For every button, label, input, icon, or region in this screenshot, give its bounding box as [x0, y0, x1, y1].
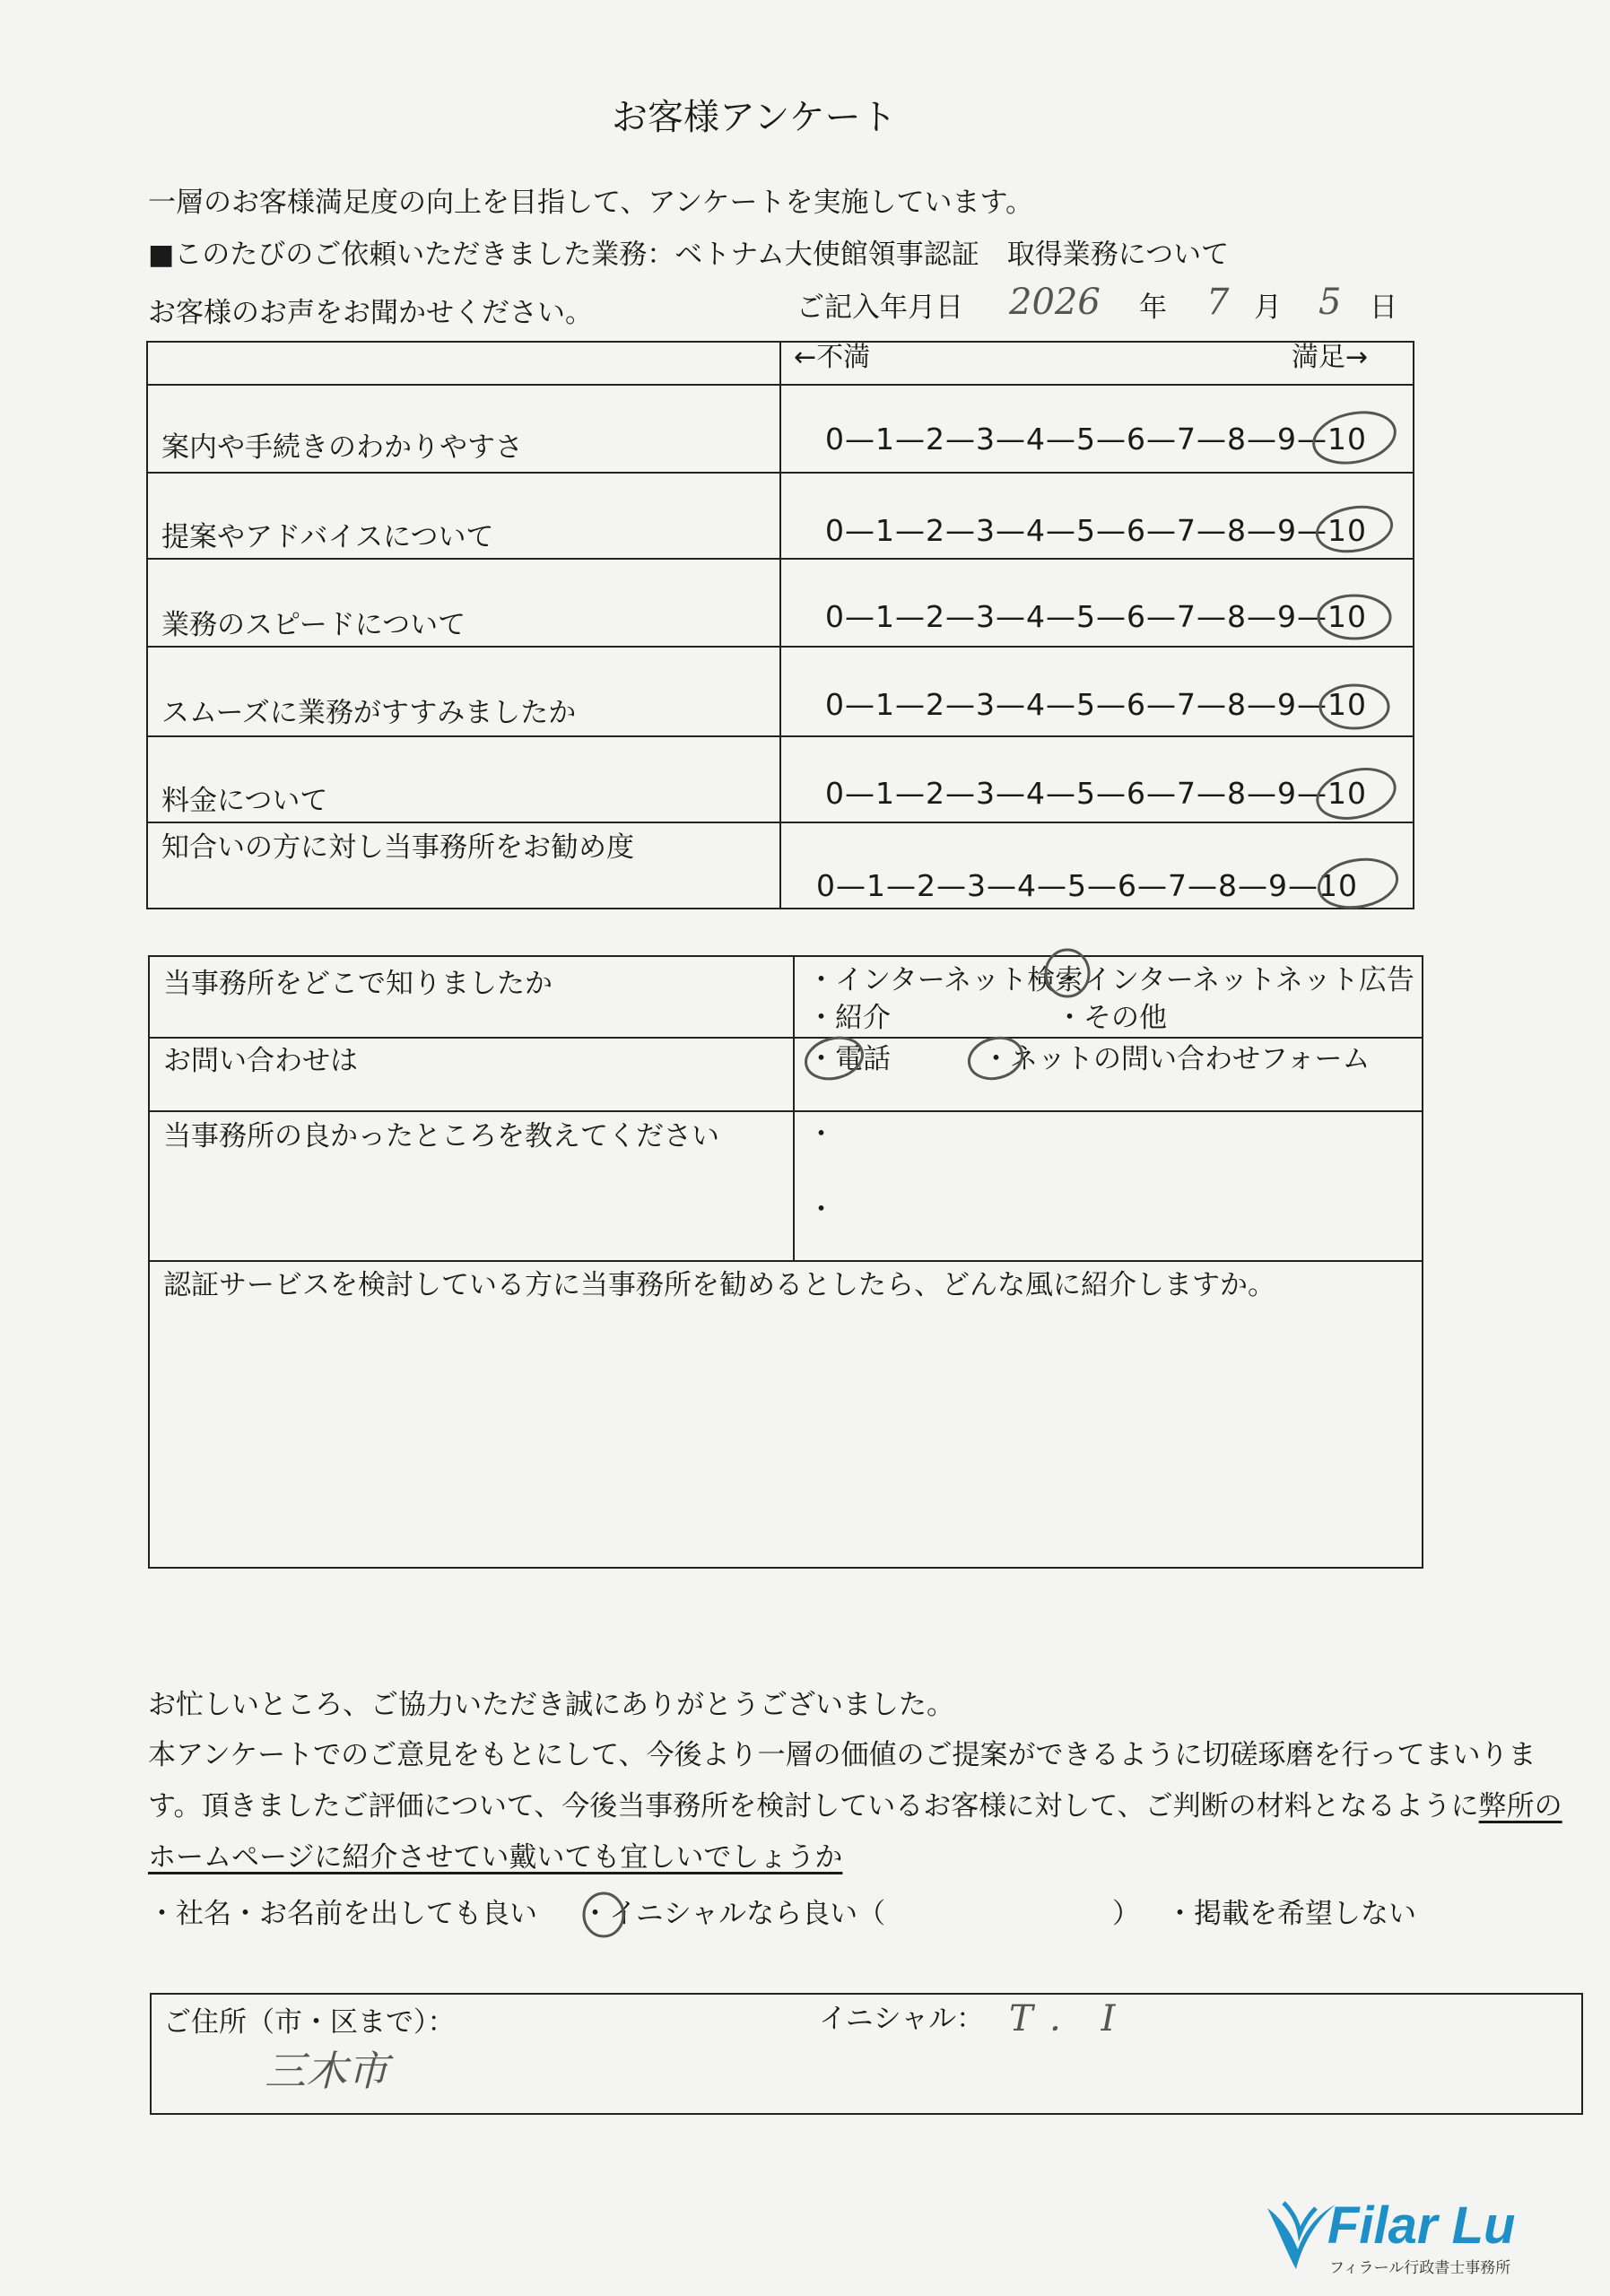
date-year-value[interactable]: 2026 — [1009, 282, 1101, 323]
rating-dash: — — [996, 776, 1026, 811]
circle-mark — [1309, 405, 1399, 470]
closing-text-underlined: 弊所の — [1478, 1790, 1562, 1822]
rating-dash: — — [1247, 687, 1277, 722]
rating-option[interactable]: 7 — [1177, 599, 1197, 634]
option-other[interactable]: ・その他 — [1056, 1002, 1167, 1034]
rating-option[interactable]: 7 — [1177, 687, 1197, 722]
rating-option[interactable]: 6 — [1127, 422, 1146, 457]
circle-mark — [801, 1031, 866, 1084]
rating-dash: — — [1096, 599, 1127, 634]
rating-dash: — — [1288, 868, 1318, 903]
rating-dash: — — [836, 868, 866, 903]
rating-dash: — — [945, 513, 976, 548]
rating-dash: — — [1197, 513, 1227, 548]
rating-option[interactable]: 8 — [1227, 776, 1247, 811]
rating-option[interactable]: 2 — [917, 868, 936, 903]
rating-option[interactable]: 0 — [825, 687, 845, 722]
rating-dash: — — [1146, 687, 1177, 722]
rating-option[interactable]: 5 — [1067, 868, 1087, 903]
logo-name: Filar Lu — [1327, 2196, 1516, 2255]
rating-option[interactable]: 2 — [926, 513, 945, 548]
rating-option[interactable]: 8 — [1227, 422, 1247, 457]
initial-label: イニシャル： — [819, 2003, 985, 2035]
address-label: ご住所（市・区まで）： — [163, 2006, 456, 2039]
initial-value[interactable]: T．I — [1009, 1998, 1132, 2039]
rating-question: スムーズに業務がすすみましたか — [161, 697, 577, 729]
rating-dash: — — [1188, 868, 1218, 903]
rating-dash: — — [845, 599, 875, 634]
rating-option[interactable]: 10 — [1327, 422, 1367, 457]
closing-text: 本アンケートでのご意見をもとにして、今後より一層の価値のご提案ができるように切磋琢磨を行ってまいりま — [148, 1739, 1536, 1771]
option-referral[interactable]: ・紹介 — [807, 1002, 891, 1034]
rating-option[interactable]: 0 — [825, 776, 845, 811]
closing-thanks: お忙しいところ、ご協力いただき誠にありがとうございました。 — [148, 1689, 954, 1721]
option-initials-close: ） — [1112, 1898, 1140, 1930]
rating-dash: — — [1046, 776, 1076, 811]
rating-option[interactable]: 2 — [926, 599, 945, 634]
rating-option[interactable]: 5 — [1076, 599, 1096, 634]
good-points-bullet[interactable]: ・ — [807, 1118, 835, 1151]
circle-mark — [964, 1032, 1026, 1084]
rating-option[interactable]: 10 — [1327, 513, 1367, 548]
rating-dash: — — [1247, 513, 1277, 548]
closing-text-part: す。頂きましたご評価について、今後当事務所を検討しているお客様に対して、ご判断の材料となるように — [148, 1790, 1479, 1822]
rating-dash: — — [996, 513, 1026, 548]
question-recommend: 認証サービスを検討している方に当事務所を勧めるとしたら、どんな風に紹介しますか。 — [163, 1269, 1275, 1301]
rating-option[interactable]: 10 — [1327, 687, 1367, 722]
rating-dash: — — [945, 422, 976, 457]
rating-option[interactable]: 2 — [926, 687, 945, 722]
rating-option[interactable]: 4 — [1017, 868, 1037, 903]
rating-dash: — — [1146, 776, 1177, 811]
rating-option[interactable]: 3 — [976, 513, 996, 548]
rating-option[interactable]: 7 — [1177, 422, 1197, 457]
rating-dash: — — [996, 422, 1026, 457]
rating-option[interactable]: 3 — [976, 776, 996, 811]
address-value[interactable]: 三木市 — [265, 2047, 388, 2095]
rating-dash: — — [945, 687, 976, 722]
date-month-unit: 月 — [1254, 291, 1282, 324]
option-web-form[interactable]: ・ネットの問い合わせフォーム — [982, 1043, 1371, 1075]
rating-option[interactable]: 4 — [1026, 687, 1046, 722]
rating-dash: — — [1096, 776, 1127, 811]
rating-option[interactable]: 9 — [1277, 687, 1297, 722]
rating-dash: — — [1146, 599, 1177, 634]
rating-option[interactable]: 4 — [1026, 422, 1046, 457]
question-source: 当事務所をどこで知りましたか — [163, 968, 553, 1000]
rating-dash: — — [1297, 687, 1327, 722]
rating-dash: — — [1037, 868, 1067, 903]
rating-dash: — — [895, 422, 926, 457]
rating-option[interactable]: 3 — [976, 599, 996, 634]
rating-dash: — — [1046, 687, 1076, 722]
rating-option[interactable]: 10 — [1327, 776, 1367, 811]
rating-left-label: ←不満 — [794, 342, 871, 373]
business-line: ■このたびのご依頼いただきました業務：ベトナム大使館領事認証 取得業務について — [148, 239, 1230, 271]
rating-dash: — — [1096, 513, 1127, 548]
rating-option[interactable]: 5 — [1076, 422, 1096, 457]
rating-option[interactable]: 1 — [866, 868, 886, 903]
circle-mark — [1320, 685, 1388, 728]
rating-option[interactable]: 9 — [1277, 776, 1297, 811]
rating-dash: — — [936, 868, 967, 903]
rating-question: 案内や手続きのわかりやすさ — [161, 431, 523, 464]
rating-option[interactable]: 4 — [1026, 513, 1046, 548]
date-year-unit: 年 — [1139, 291, 1167, 324]
rating-option[interactable]: 4 — [1026, 776, 1046, 811]
rating-option[interactable]: 1 — [875, 776, 895, 811]
rating-dash: — — [1197, 687, 1227, 722]
rating-option[interactable]: 5 — [1076, 776, 1096, 811]
rating-option[interactable]: 6 — [1127, 687, 1146, 722]
rating-option[interactable]: 3 — [976, 687, 996, 722]
option-full-name[interactable]: ・社名・お名前を出しても良い — [148, 1898, 537, 1930]
date-label: ご記入年月日 — [796, 291, 963, 324]
rating-dash: — — [996, 687, 1026, 722]
page-title: お客様アンケート — [612, 97, 897, 138]
circle-mark — [1318, 596, 1390, 639]
rating-dash: — — [1096, 422, 1127, 457]
rating-option[interactable]: 8 — [1227, 513, 1247, 548]
rating-option[interactable]: 6 — [1127, 599, 1146, 634]
rating-option[interactable]: 0 — [825, 422, 845, 457]
intro-text: 一層のお客様満足度の向上を目指して、アンケートを実施しています。 — [148, 187, 1034, 219]
rating-option[interactable]: 7 — [1168, 868, 1188, 903]
rating-question: 料金について — [161, 785, 328, 817]
rating-option[interactable]: 6 — [1118, 868, 1137, 903]
rating-option[interactable]: 1 — [875, 687, 895, 722]
rating-dash: — — [945, 776, 976, 811]
rating-dash: — — [1197, 776, 1227, 811]
rating-option[interactable]: 0 — [825, 599, 845, 634]
circle-mark — [1315, 854, 1401, 913]
rating-question: 知合いの方に対し当事務所をお勧め度 — [161, 831, 634, 864]
rating-dash: — — [1146, 422, 1177, 457]
date-month-value[interactable]: 7 — [1206, 282, 1230, 323]
rating-option[interactable]: 6 — [1127, 513, 1146, 548]
rating-right-label: 満足→ — [1292, 342, 1369, 373]
rating-option[interactable]: 10 — [1327, 599, 1367, 634]
rating-dash: — — [1297, 422, 1327, 457]
rating-dash: — — [1146, 513, 1177, 548]
circle-mark — [1312, 761, 1400, 826]
rating-dash: — — [1238, 868, 1268, 903]
rating-dash: — — [895, 599, 926, 634]
rating-dash: — — [845, 776, 875, 811]
rating-dash: — — [895, 687, 926, 722]
rating-dash: — — [845, 422, 875, 457]
rating-option[interactable]: 9 — [1268, 868, 1288, 903]
closing-question: ホームページに紹介させてい戴いても宜しいでしょうか — [148, 1841, 843, 1874]
rating-dash: — — [1297, 513, 1327, 548]
option-initials[interactable]: ・イニシャルなら良い（ — [581, 1898, 886, 1930]
rating-option[interactable]: 6 — [1127, 776, 1146, 811]
voice-line: お客様のお声をお聞かせください。 — [148, 297, 593, 329]
option-internet-ad[interactable]: ・インターネットネット広告 — [1056, 964, 1414, 996]
rating-option[interactable]: 1 — [875, 599, 895, 634]
option-no-publish[interactable]: ・掲載を希望しない — [1166, 1898, 1416, 1930]
option-internet-search[interactable]: ・インターネット検索 — [807, 964, 1083, 996]
rating-dash: — — [895, 776, 926, 811]
rating-option[interactable]: 8 — [1227, 599, 1247, 634]
rating-option[interactable]: 5 — [1076, 687, 1096, 722]
rating-dash: — — [1096, 687, 1127, 722]
rating-dash: — — [1046, 513, 1076, 548]
rating-option[interactable]: 9 — [1277, 599, 1297, 634]
rating-option[interactable]: 3 — [967, 868, 987, 903]
rating-dash: — — [996, 599, 1026, 634]
rating-dash: — — [987, 868, 1017, 903]
rating-option[interactable]: 2 — [926, 776, 945, 811]
rating-dash: — — [945, 599, 976, 634]
rating-dash: — — [1087, 868, 1118, 903]
question-contact: お問い合わせは — [163, 1045, 358, 1077]
rating-option[interactable]: 4 — [1026, 599, 1046, 634]
circle-mark — [584, 1893, 623, 1936]
rating-dash: — — [1297, 776, 1327, 811]
rating-dash: — — [895, 513, 926, 548]
date-day-unit: 日 — [1370, 291, 1397, 324]
rating-dash: — — [845, 513, 875, 548]
circle-mark — [1313, 501, 1395, 557]
option-phone[interactable]: ・電話 — [807, 1043, 891, 1075]
rating-option[interactable]: 2 — [926, 422, 945, 457]
rating-option[interactable]: 1 — [875, 513, 895, 548]
rating-dash: — — [1247, 599, 1277, 634]
rating-option[interactable]: 7 — [1177, 776, 1197, 811]
rating-dash: — — [1197, 422, 1227, 457]
rating-dash: — — [1247, 422, 1277, 457]
rating-option[interactable]: 7 — [1177, 513, 1197, 548]
rating-option[interactable]: 3 — [976, 422, 996, 457]
rating-dash: — — [845, 687, 875, 722]
good-points-bullet[interactable]: ・ — [807, 1194, 835, 1226]
question-good-points: 当事務所の良かったところを教えてください — [163, 1120, 719, 1152]
rating-option[interactable]: 0 — [825, 513, 845, 548]
rating-dash: — — [1046, 422, 1076, 457]
circle-mark — [1046, 950, 1089, 996]
rating-option[interactable]: 10 — [1318, 868, 1358, 903]
rating-option[interactable]: 8 — [1218, 868, 1238, 903]
rating-option[interactable]: 9 — [1277, 422, 1297, 457]
rating-option[interactable]: 9 — [1277, 513, 1297, 548]
rating-dash: — — [1197, 599, 1227, 634]
rating-question: 提案やアドバイスについて — [161, 521, 494, 553]
logo-subtitle: フィラール行政書士事務所 — [1329, 2259, 1511, 2277]
rating-option[interactable]: 0 — [816, 868, 836, 903]
rating-dash: — — [886, 868, 917, 903]
rating-question: 業務のスピードについて — [161, 609, 466, 641]
rating-option[interactable]: 1 — [875, 422, 895, 457]
rating-option[interactable]: 8 — [1227, 687, 1247, 722]
rating-option[interactable]: 5 — [1076, 513, 1096, 548]
rating-dash: — — [1137, 868, 1168, 903]
rating-dash: — — [1297, 599, 1327, 634]
date-day-value[interactable]: 5 — [1318, 282, 1342, 323]
rating-dash: — — [1046, 599, 1076, 634]
rating-dash: — — [1247, 776, 1277, 811]
